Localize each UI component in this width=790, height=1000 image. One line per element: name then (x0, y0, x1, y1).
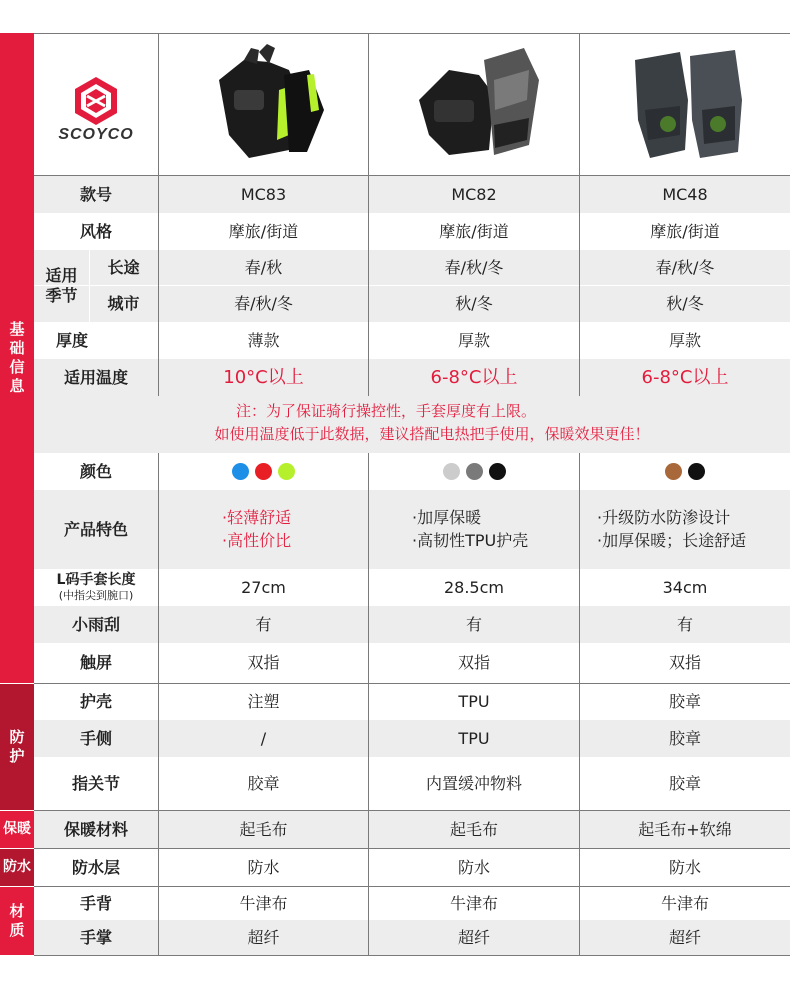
color-swatch (688, 463, 705, 480)
mc48-waterproof: 防水 (668, 857, 701, 877)
glove-image-mc48 (580, 34, 790, 175)
mc82-knuckle: 内置缓冲物料 (425, 773, 522, 793)
mc82-temp: 6-8°C以上 (430, 366, 518, 388)
section-water: 防水 (0, 849, 34, 886)
feature-item: ·加厚保暖 (412, 508, 482, 527)
feature-item: ·轻薄舒适 (222, 508, 292, 527)
mc83-knuckle: 胶章 (247, 773, 280, 793)
mc83-back: 牛津布 (239, 893, 288, 913)
glove-image-mc83 (159, 34, 368, 175)
label-style: 风格 (79, 221, 112, 241)
feature-item: ·高性价比 (222, 531, 292, 550)
label-temp: 适用温度 (63, 367, 128, 387)
mc82-back: 牛津布 (449, 893, 498, 913)
mc82-palm: 超纤 (457, 927, 490, 947)
mc82-style: 摩旅/街道 (439, 221, 509, 241)
label-long: 长途 (107, 257, 140, 277)
label-knuckle: 指关节 (71, 773, 120, 793)
mc48-length: 34cm (662, 577, 708, 597)
mc82-season-long: 春/秋/冬 (444, 257, 504, 277)
mc48-back: 牛津布 (660, 893, 709, 913)
note: 注：为了保证骑行操控性，手套厚度有上限。 如使用温度低于此数据，建议搭配电热把手使用，保暖效果更佳！ (214, 402, 650, 443)
mc48-colors (580, 453, 790, 490)
mc48-touch: 双指 (668, 653, 701, 672)
svg-text:SCOYCO: SCOYCO (58, 126, 134, 143)
mc82-model: MC82 (451, 184, 497, 204)
mc82-length: 28.5cm (443, 577, 504, 597)
mc48-palm: 超纤 (668, 927, 701, 947)
mc48-wiper: 有 (676, 614, 693, 634)
mc82-shell: TPU (458, 692, 490, 711)
label-side: 手侧 (79, 728, 112, 748)
label-features: 产品特色 (63, 519, 128, 539)
mc48-season-long: 春/秋/冬 (655, 257, 715, 277)
mc83-palm: 超纤 (247, 927, 280, 947)
mc48-features (597, 506, 746, 552)
mc82-wiper: 有 (465, 614, 482, 634)
mc83-touch: 双指 (247, 653, 280, 672)
mc83-side: / (260, 728, 267, 748)
label-palm: 手掌 (79, 927, 112, 947)
mc82-colors (369, 453, 579, 490)
label-warm: 保暖材料 (63, 819, 128, 839)
label-wiper: 小雨刮 (71, 614, 120, 634)
mc83-features (222, 506, 291, 552)
label-touch: 触屏 (79, 653, 112, 672)
section-basic: 基 础 信 息 (0, 33, 34, 683)
color-swatch (255, 463, 272, 480)
color-swatch (443, 463, 460, 480)
mc48-knuckle: 胶章 (668, 773, 701, 793)
mc82-waterproof: 防水 (457, 857, 490, 877)
mc83-shell: 注塑 (247, 692, 280, 711)
section-material: 材 质 (0, 887, 34, 955)
glove-image-mc82 (369, 34, 579, 175)
mc48-side: 胶章 (668, 728, 701, 748)
mc82-warm: 起毛布 (449, 819, 498, 839)
mc82-season-city: 秋/冬 (455, 294, 493, 313)
mc83-colors (159, 453, 368, 490)
label-length: L码手套长度 (中指尖到腕口) (56, 572, 136, 602)
color-swatch (278, 463, 295, 480)
mc82-features (412, 506, 528, 552)
color-swatch (466, 463, 483, 480)
mc83-season-city: 春/秋/冬 (234, 294, 293, 313)
color-swatch (665, 463, 682, 480)
brand-logo (34, 33, 158, 175)
label-model: 款号 (79, 184, 112, 204)
mc82-thickness: 厚款 (457, 330, 490, 350)
feature-item: ·升级防水防渗设计 (597, 508, 731, 527)
mc48-model: MC48 (662, 184, 708, 204)
label-season: 适用 季节 (45, 266, 78, 305)
label-color: 颜色 (79, 461, 112, 481)
mc83-thickness: 薄款 (247, 330, 280, 350)
label-waterproof: 防水层 (71, 857, 120, 877)
mc83-length: 27cm (241, 577, 286, 597)
mc82-side: TPU (458, 728, 490, 748)
feature-item: ·加厚保暖；长途舒适 (597, 531, 747, 550)
mc48-season-city: 秋/冬 (666, 294, 704, 313)
label-shell: 护壳 (79, 692, 112, 711)
color-swatch (489, 463, 506, 480)
mc48-shell: 胶章 (668, 692, 701, 711)
color-swatch (232, 463, 249, 480)
mc48-temp: 6-8°C以上 (641, 366, 729, 388)
mc83-model: MC83 (240, 184, 287, 204)
label-back: 手背 (79, 893, 112, 913)
mc48-style: 摩旅/街道 (650, 221, 720, 241)
label-city: 城市 (107, 294, 140, 313)
mc82-touch: 双指 (457, 653, 490, 672)
mc48-thickness: 厚款 (668, 330, 701, 350)
label-thickness: 厚度 (56, 330, 89, 350)
section-warm: 保暖 (0, 811, 34, 848)
mc83-wiper: 有 (255, 614, 272, 634)
mc83-warm: 起毛布 (239, 819, 288, 839)
mc83-temp: 10°C以上 (223, 366, 304, 388)
section-protect: 防 护 (0, 684, 34, 810)
mc83-waterproof: 防水 (247, 857, 280, 877)
mc83-style: 摩旅/街道 (228, 221, 299, 241)
mc48-warm: 起毛布+软绵 (638, 819, 732, 839)
feature-item: ·高韧性TPU护壳 (412, 531, 529, 550)
mc83-season-long: 春/秋 (244, 257, 283, 277)
